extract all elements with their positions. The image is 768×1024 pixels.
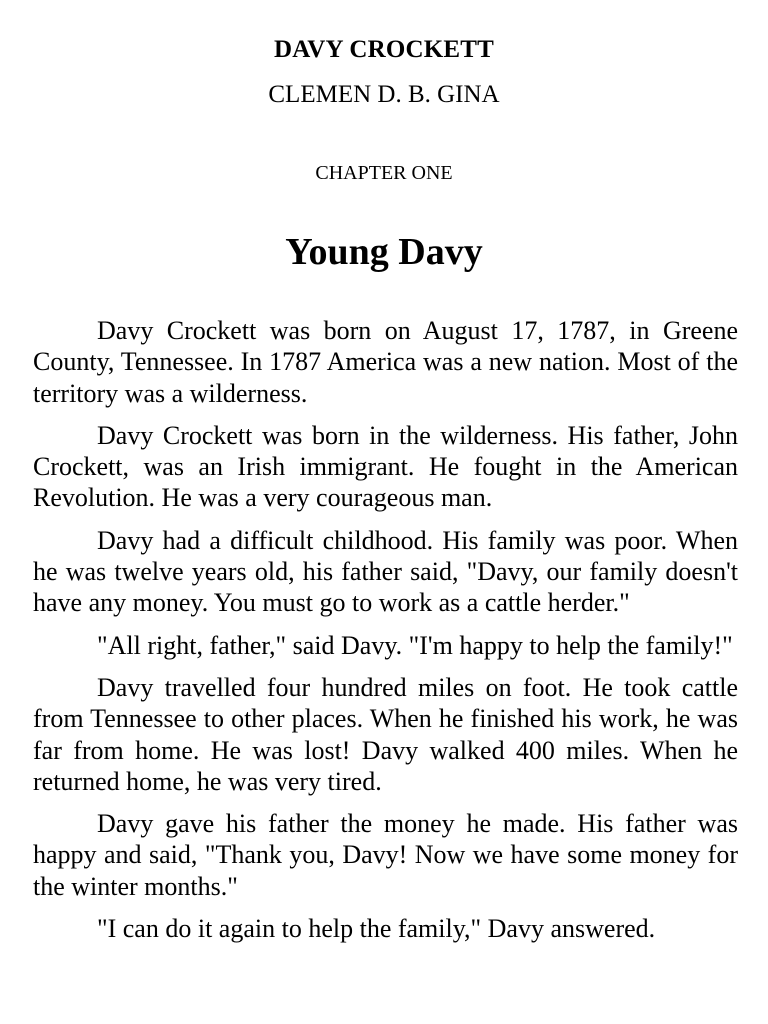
paragraph-4: "All right, father," said Davy. "I'm happy to help the family!" bbox=[97, 630, 733, 660]
book-title: DAVY CROCKETT bbox=[274, 36, 494, 63]
chapter-label: CHAPTER ONE bbox=[315, 162, 453, 184]
paragraph-3: Davy had a difficult childhood. His family was poor. When he was twelve years old, his father said, "Davy, our family doesn't have any money. You must go to work as a cattle herder." bbox=[33, 525, 738, 618]
paragraph-7: "I can do it again to help the family," Davy answered. bbox=[97, 914, 656, 944]
chapter-title: Young Davy bbox=[285, 231, 483, 273]
paragraph-1: Davy Crockett was born on August 17, 1787, in Greene County, Tennessee. In 1787 America was a new nation. Most of the territory was a wilderness. bbox=[33, 316, 738, 408]
paragraph-2: Davy Crockett was born in the wilderness. His father, John Crockett, was an Irish immigrant. He fought in the American Revolution. He was a very courageous man. bbox=[33, 420, 738, 513]
author-name: CLEMEN D. B. GINA bbox=[268, 81, 500, 108]
paragraph-5: Davy travelled four hundred miles on foot. He took cattle from Tennessee to other places. When he finished his work, he was far from home. He was lost! Davy walked 400 miles. When he returned home, he was very tired. bbox=[33, 672, 738, 796]
paragraph-6: Davy gave his father the money he made. His father was happy and said, "Thank you, Davy! Now we have some money for the winter months." bbox=[33, 809, 738, 901]
chapter-body bbox=[33, 315, 738, 955]
